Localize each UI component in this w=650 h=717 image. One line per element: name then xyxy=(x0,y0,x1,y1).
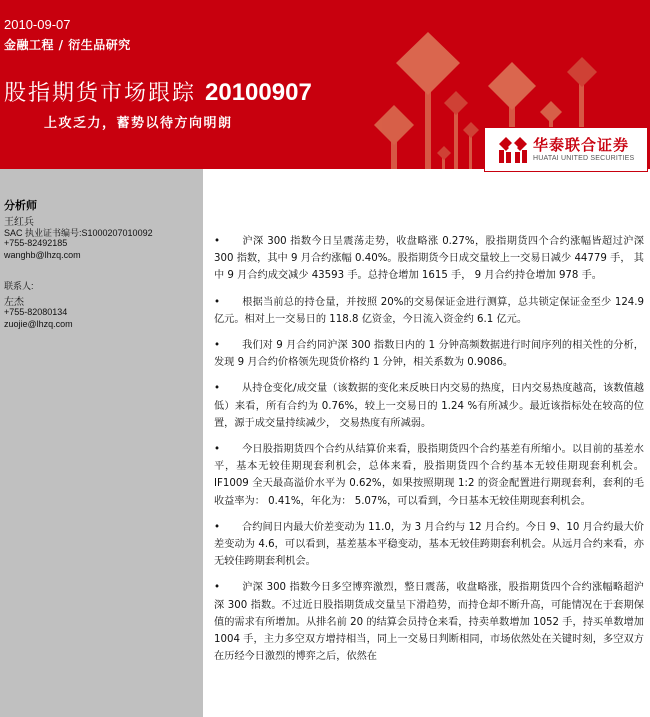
contact-heading: 联系人: xyxy=(4,281,34,291)
company-logo xyxy=(484,127,648,172)
bullet-icon: • xyxy=(214,444,221,456)
report-title xyxy=(4,76,312,107)
bullet-paragraph xyxy=(214,337,644,371)
paragraph-text: 沪深 300 指数今日多空博弈激烈，整日震荡，收盘略涨，股指期货四个合约涨幅略超沪深 300 指数。不过近日股指期货成交量呈下滑趋势，而持仓却不断升高，可能情况在于套期保值的需求有所增加。从排名前 20 的结算会员持仓来看，持卖单数增加 1052 手，持买单数增加 1004 手，主力多空双方增持相当，同上一交易日判断相同，市场依然处在关键时刻，多空双方在历经今日激烈的博弈之后，依然在 xyxy=(214,582,644,663)
paragraph-text: 合约间日内最大价差变动为 11.0，为 3 月合约与 12 月合约。今日 9、10 月合约最大价差变动为 4.6，可以看到，基差基本平稳变动，基本无较佳跨期套利机会。从远月合约来看，亦无较佳跨期套利机会。 xyxy=(214,521,644,568)
bullet-icon: • xyxy=(214,582,221,594)
report-subtitle: 上攻乏力，蓄势以待方向明朗 xyxy=(44,116,233,131)
contact-phone: +755-82080134 xyxy=(4,307,68,317)
analyst-sidebar xyxy=(0,169,203,717)
paragraph-text: 我们对 9 月合约同沪深 300 指数日内的 1 分钟高频数据进行时间序列的相关性的分析，发现 9 月合约价格领先现货价格约 1 分钟，相关系数为 0.9086。 xyxy=(214,340,644,369)
bullet-paragraph xyxy=(214,294,644,328)
bullet-paragraph xyxy=(214,380,644,432)
paragraph-text: 根据当前总的持仓量，并按照 20%的交易保证金进行测算，总共锁定保证金至少 124.9 亿元。相对上一交易日的 118.8 亿资金，今日流入资金约 6.1 亿元。 xyxy=(214,296,644,325)
company-name-en: HUATAI UNITED SECURITIES xyxy=(533,155,635,162)
paragraph-text: 从持仓变化/成交量（该数据的变化来反映日内交易的热度，日内交易热度越高，该数值越低）来看，所有合约为 0.76%，较上一交易日的 1.24 %有所减少。最近该指标处在较高的位置，源于成交量持续减少， 交易热度有所减弱。 xyxy=(214,383,644,429)
report-date: 2010-09-07 xyxy=(4,17,71,32)
bullet-icon: • xyxy=(214,383,221,395)
bullet-paragraph xyxy=(214,519,644,571)
contact-email[interactable]: zuojie@lhzq.com xyxy=(4,319,73,329)
report-body xyxy=(214,233,644,674)
paragraph-text: 今日股指期货四个合约从结算价来看，股指期货四个合约基差有所缩小。以目前的基差水平，基本无较佳期现套利机会，总体来看，股指期货四个合约基本无较佳期现套利机会。IF1009 全天最高溢价水平为 0.62%，如果按照期现 1:2 的资金配置进行期现套利，套利的毛收益率为： 0.41%，年化为： 5.07%，可以看到，今日基本无较佳期现套利机会。 xyxy=(214,444,644,507)
bullet-paragraph xyxy=(214,233,644,285)
report-title-text: 股指期货市场跟踪 xyxy=(4,81,197,106)
company-name-cn: 华泰联合证券 xyxy=(533,136,630,154)
huatai-logo-icon xyxy=(499,137,527,163)
analyst-email[interactable]: wanghb@lhzq.com xyxy=(4,250,81,260)
contact-name: 左杰 xyxy=(4,297,24,308)
bullet-icon: • xyxy=(214,236,221,247)
bullet-paragraph xyxy=(214,579,644,665)
analyst-phone: +755-82492185 xyxy=(4,238,68,248)
report-title-date: 20100907 xyxy=(205,79,312,106)
bullet-icon: • xyxy=(214,521,221,533)
report-category: 金融工程 / 衍生品研究 xyxy=(4,38,131,52)
analyst-heading: 分析师 xyxy=(4,199,37,212)
analyst-name: 王红兵 xyxy=(4,217,34,228)
bullet-paragraph xyxy=(214,441,644,510)
bullet-icon: • xyxy=(214,340,221,352)
paragraph-text: 沪深 300 指数今日呈震荡走势，收盘略涨 0.27%，股指期货四个合约涨幅皆超过沪深 300 指数，其中 9 月合约涨幅 0.40%。股指期货今日成交量较上一交易日减少 44779 手， 其中 9 月合约成交减少 43593 手。总持仓增加 1615 手， 9 月合约持仓增加 978 手。 xyxy=(214,236,644,282)
bullet-icon: • xyxy=(214,296,221,308)
analyst-sac-id: SAC 执业证书编号:S1000207010092 xyxy=(4,228,153,238)
